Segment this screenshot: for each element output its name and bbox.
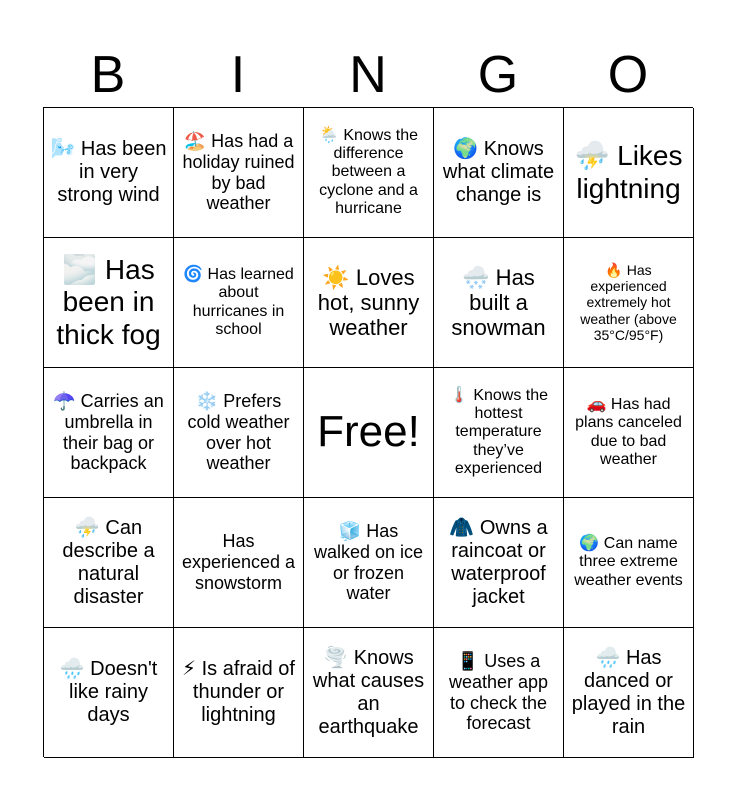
- bingo-cell-14[interactable]: [434, 368, 564, 498]
- bingo-cell-23[interactable]: [304, 628, 434, 758]
- bingo-cell-22[interactable]: [174, 628, 304, 758]
- bingo-header: [43, 40, 693, 110]
- free-space-label: Free!: [317, 407, 420, 457]
- cell-text: 🌍 Knows what climate change is: [442, 138, 555, 206]
- header-letter-g: G: [477, 46, 519, 104]
- cell-text: 🧊 Has walked on ice or frozen water: [313, 521, 424, 604]
- cell-text: 🌪️ Knows what causes an earthquake: [312, 646, 425, 738]
- cell-text: 🌫️ Has been in thick fog: [56, 254, 161, 350]
- cell-text: ⚡ Is afraid of thunder or lightning: [182, 658, 295, 726]
- free-space[interactable]: [304, 368, 434, 498]
- bingo-cell-6[interactable]: [44, 238, 174, 368]
- bingo-cell-10[interactable]: [564, 238, 694, 368]
- cell-text: 🌦️ Knows the difference between a cyclone and a hurricane: [318, 126, 419, 218]
- bingo-cell-2[interactable]: [174, 108, 304, 238]
- header-letter-o: O: [607, 46, 649, 104]
- bingo-cell-19[interactable]: [434, 498, 564, 628]
- bingo-cell-1[interactable]: [44, 108, 174, 238]
- bingo-cell-9[interactable]: [434, 238, 564, 368]
- header-letter-n: N: [349, 46, 387, 104]
- cell-text: ❄️ Prefers cold weather over hot weather: [187, 391, 290, 474]
- cell-text: 🚗 Has had plans canceled due to bad weather: [575, 395, 682, 468]
- bingo-cell-3[interactable]: [304, 108, 434, 238]
- bingo-cell-25[interactable]: [564, 628, 694, 758]
- bingo-board: [43, 107, 693, 757]
- cell-text: 🌀 Has learned about hurricanes in school: [183, 265, 294, 338]
- cell-text: 🌡️ Knows the hottest temperature they’ve experienced: [448, 386, 549, 478]
- bingo-cell-20[interactable]: [564, 498, 694, 628]
- cell-text: 🌧️ Doesn't like rainy days: [59, 658, 158, 726]
- cell-text: ⛈️ Can describe a natural disaster: [62, 516, 155, 608]
- bingo-cell-21[interactable]: [44, 628, 174, 758]
- cell-text: 🏖️ Has had a holiday ruined by bad weather: [182, 131, 295, 214]
- cell-text: 🌧️ Has danced or played in the rain: [571, 646, 686, 738]
- cell-text: ☂️ Carries an umbrella in their bag or backpack: [53, 391, 164, 474]
- cell-text: ⛈️ Likes lightning: [574, 140, 683, 204]
- bingo-cell-8[interactable]: [304, 238, 434, 368]
- cell-text: 📱 Uses a weather app to check the forecast: [448, 651, 549, 734]
- bingo-cell-16[interactable]: [44, 498, 174, 628]
- cell-text: 🌬️ Has been in very strong wind: [50, 138, 167, 206]
- cell-text: 🌨️ Has built a snowman: [451, 264, 546, 341]
- bingo-cell-15[interactable]: [564, 368, 694, 498]
- bingo-cell-12[interactable]: [174, 368, 304, 498]
- bingo-cell-11[interactable]: [44, 368, 174, 498]
- bingo-cell-24[interactable]: [434, 628, 564, 758]
- bingo-cell-17[interactable]: [174, 498, 304, 628]
- header-letter-i: I: [230, 46, 246, 104]
- cell-text: ☀️ Loves hot, sunny weather: [317, 264, 420, 341]
- cell-text: 🔥 Has experienced extremely hot weather (above 35°C/95°F): [580, 262, 677, 343]
- bingo-cell-5[interactable]: [564, 108, 694, 238]
- cell-text: 🌍 Can name three extreme weather events: [574, 534, 683, 589]
- cell-text: 🧥 Owns a raincoat or waterproof jacket: [449, 516, 548, 608]
- header-letter-b: B: [90, 46, 126, 104]
- bingo-cell-18[interactable]: [304, 498, 434, 628]
- cell-text: Has experienced a snowstorm: [181, 531, 296, 593]
- bingo-cell-4[interactable]: [434, 108, 564, 238]
- bingo-cell-7[interactable]: [174, 238, 304, 368]
